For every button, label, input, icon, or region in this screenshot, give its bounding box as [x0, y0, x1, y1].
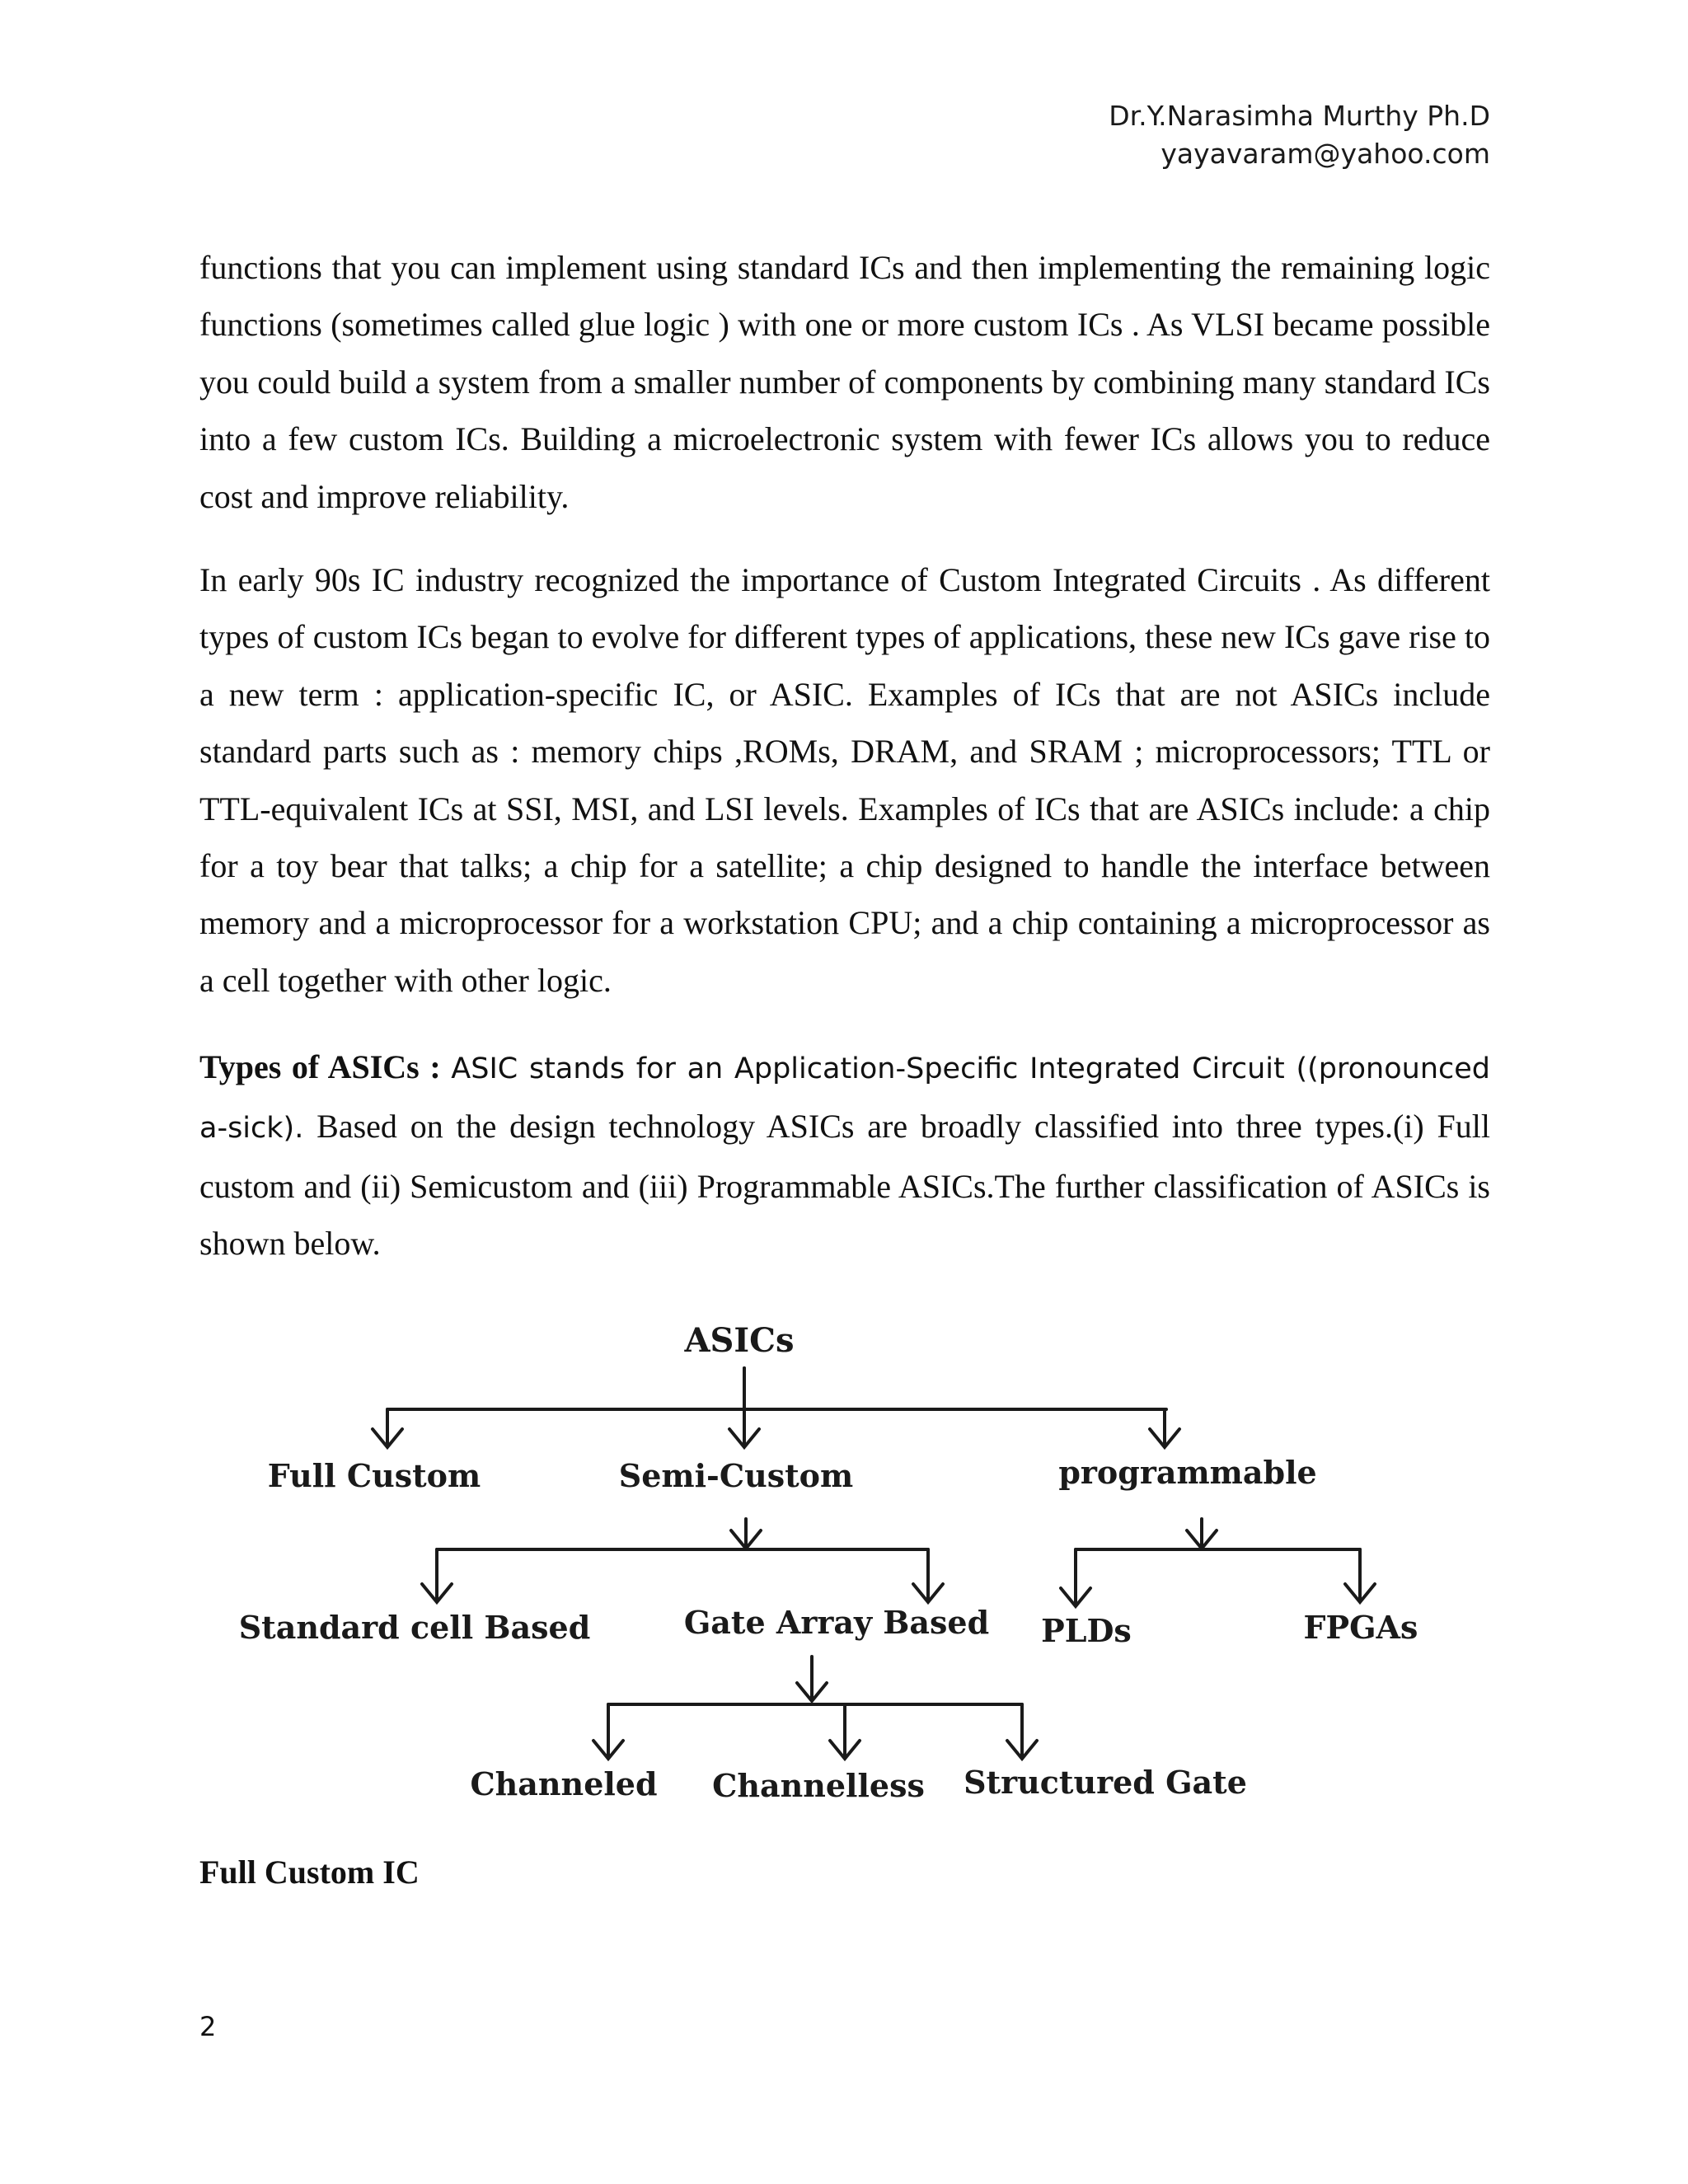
diagram-standard-cell: Standard cell Based	[238, 1609, 591, 1646]
diagram-structured-gate: Structured Gate	[964, 1764, 1247, 1801]
paragraph-1	[199, 239, 1490, 525]
asic-definition: ASIC stands for an Application-Specific Integrated Circuit ((pronounced a-sick).	[199, 1052, 1490, 1146]
author-email: yayavaram@yahoo.com	[1160, 138, 1490, 170]
diagram-plds: PLDs	[1041, 1612, 1132, 1649]
diagram-gate-array: Gate Array Based	[683, 1604, 990, 1641]
page-number: 2	[199, 2011, 217, 2042]
author-name: Dr.Y.Narasimha Murthy Ph.D	[1109, 100, 1490, 132]
diagram-root: ASICs	[684, 1321, 795, 1360]
paragraph-3	[199, 1038, 1490, 1272]
paragraph-1-text: functions that you can implement using standard ICs and then implementing the remaining logic functions (sometimes called glue logic ) with one or more custom ICs . As VLSI became possible you could build a system from a smaller number of components by combining many standard ICs into a few custom ICs. Building a microelectronic system with fewer ICs allows you to reduce cost and improve reliability.	[199, 249, 1490, 515]
diagram-semi-custom: Semi-Custom	[618, 1457, 854, 1494]
diagram-fpgas: FPGAs	[1303, 1609, 1418, 1646]
diagram-channelless: Channelless	[712, 1767, 925, 1804]
paragraph-2-text: In early 90s IC industry recognized the importance of Custom Integrated Circuits . As different types of custom ICs began to evolve for different types of applications, these new ICs gave rise to a new term : application-specific IC, or ASIC. Examples of ICs that are not ASICs include standard parts such as : memory chips ,ROMs, DRAM, and SRAM ; microprocessors; TTL or TTL-equivalent ICs at SSI, MSI, and LSI levels. Examples of ICs that are ASICs include: a chip for a toy bear that talks; a chip for a satellite; a chip designed to handle the interface between memory and a microprocessor for a workstation CPU; and a chip containing a microprocessor as a cell together with other logic.	[199, 561, 1490, 999]
types-of-asics-label: Types of ASICs :	[199, 1048, 441, 1085]
paragraph-3-content	[199, 1038, 1490, 1272]
paragraph-2	[199, 551, 1490, 1009]
diagram-channeled: Channeled	[470, 1765, 658, 1802]
diagram-programmable: programmable	[1058, 1454, 1317, 1491]
asic-classification-text: Based on the design technology ASICs are broadly classified into three types.(i) Full custom and (ii) Semicustom and (iii) Programmable ASICs.The further classification of ASICs is shown below.	[199, 1108, 1490, 1263]
page-header	[1109, 97, 1490, 173]
diagram-full-custom: Full Custom	[267, 1457, 481, 1494]
section-heading: Full Custom IC	[199, 1854, 420, 1891]
